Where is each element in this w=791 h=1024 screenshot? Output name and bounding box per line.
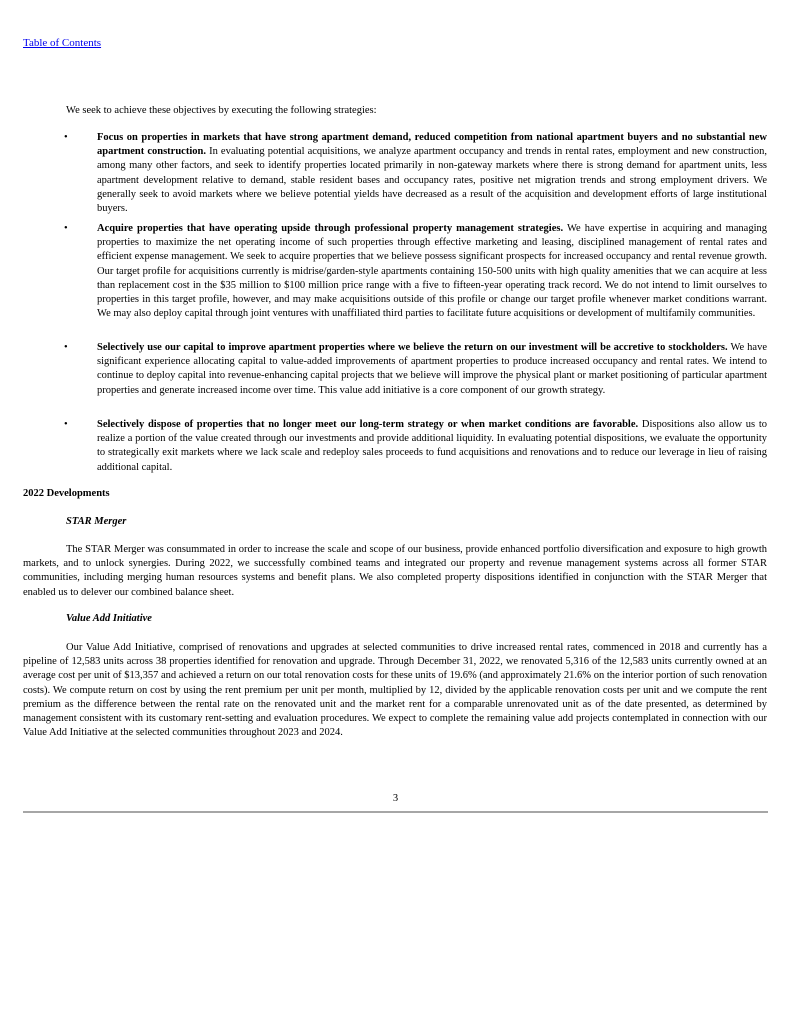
star-merger-paragraph: The STAR Merger was consummated in order to increase the scale and scope of our business, provide enhanced portfolio diversification and exposure to high growth markets, and to unlock synergies. During 2022, we successfully combined teams and integrated our property and revenue management systems across all former STAR communities, including merging human resources systems and benefit plans. We also completed property dispositions identified in conjunction with the STAR Merger that enabled us to delever our combined balance sheet. xyxy=(23,544,767,598)
strategies-intro: We seek to achieve these objectives by executing the following strategies: xyxy=(66,105,377,116)
bullet-icon: • xyxy=(64,419,68,430)
strategy-title: Focus on properties in markets that have strong apartment demand, reduced competition from national apartment buyers and no substantial new apartment construction. xyxy=(97,132,767,158)
bullet-icon: • xyxy=(64,132,68,143)
subheading-value-add-initiative: Value Add Initiative xyxy=(66,613,152,624)
page-number: 3 xyxy=(392,793,399,804)
strategy-text: We have significant experience allocating capital to value-added improvements of apartment properties to produce increased occupancy and rental rates. We intend to continue to deploy capital into revenue-enhancing capital projects that we believe will improve the physical plant or market positioning of particular apartment properties and generate increased income over time. This value add initiative is a core component of our growth strategy. xyxy=(97,342,767,396)
footer-divider xyxy=(23,811,768,813)
subheading-star-merger: STAR Merger xyxy=(66,516,127,527)
strategy-title: Selectively dispose of properties that no longer meet our long-term strategy or when market conditions are favorable. xyxy=(97,419,639,430)
strategy-item xyxy=(64,222,767,321)
strategy-text: In evaluating potential acquisitions, we analyze apartment occupancy and trends in rental rates, employment and new construction, among many other factors, and seek to identify properties located primarily in non-gateway markets where there is strong demand for apartment units, less apartment development relative to demand, stable resident bases and occupancy rates, positive net migration trends and strong employment drivers. We generally seek to avoid markets where we believe potential yields have decreased as a result of the acquisition and development efforts of large institutional buyers. xyxy=(97,146,767,215)
strategy-title: Acquire properties that have operating upside through professional property management strategies. xyxy=(97,223,564,234)
strategy-item xyxy=(64,131,767,216)
strategy-title: Selectively use our capital to improve apartment properties where we believe the return on our investment will be accretive to stockholders. xyxy=(97,342,728,353)
section-heading-2022-developments: 2022 Developments xyxy=(23,488,110,499)
table-of-contents-link[interactable]: Table of Contents xyxy=(23,37,102,49)
bullet-icon: • xyxy=(64,223,68,234)
strategy-item xyxy=(64,418,767,475)
strategy-item xyxy=(64,341,767,398)
bullet-icon: • xyxy=(64,342,68,353)
strategy-text: Dispositions also allow us to realize a portion of the value created through our investments and provide additional liquidity. In evaluating potential dispositions, we evaluate the opportunity to strategically exit markets where we lack scale and redeploy sales proceeds to fund acquisitions and renovations and to reduce our leverage in lieu of raising additional capital. xyxy=(97,419,767,473)
strategy-text: We have expertise in acquiring and managing properties to maximize the net operating income of such properties through effective marketing and leasing, disciplined management of rental rates and efficient expense management. We seek to acquire properties that we believe possess significant prospects for increased occupancy and rental revenue growth. Our target profile for acquisitions currently is midrise/garden-style apartments containing 150-500 units with high quality amenities that we can acquire at less than replacement cost in the $35 million to $100 million price range with a five to fifteen-year operating track record. We do not intend to limit ourselves to properties in this target profile, however, and may make acquisitions outside of this profile or change our target profile whenever market conditions warrant. We may also deploy capital through joint ventures with unaffiliated third parties to facilitate future acquisitions or development of multifamily communities. xyxy=(97,223,767,320)
value-add-paragraph: Our Value Add Initiative, comprised of renovations and upgrades at selected communities to drive increased rental rates, commenced in 2018 and currently has a pipeline of 12,583 units across 38 properties identified for renovation and upgrade. Through December 31, 2022, we renovated 5,316 of the 12,583 units currently owned at an average cost per unit of $13,357 and achieved a return on our total renovation costs for these units of 19.6% (and approximately 21.6% on the interior portion of such renovation costs). We compute return on cost by using the rent premium per unit per month, multiplied by 12, divided by the applicable renovation costs per unit and we compute the rent premium as the difference between the rental rate on the renovated unit and the market rent for a comparable unrenovated unit as of the date presented, as determined by management consistent with its customary rent-setting and evaluation procedures. We expect to complete the remaining value add projects contemplated in connection with our Value Add Initiative at the selected communities throughout 2023 and 2024. xyxy=(23,642,767,739)
